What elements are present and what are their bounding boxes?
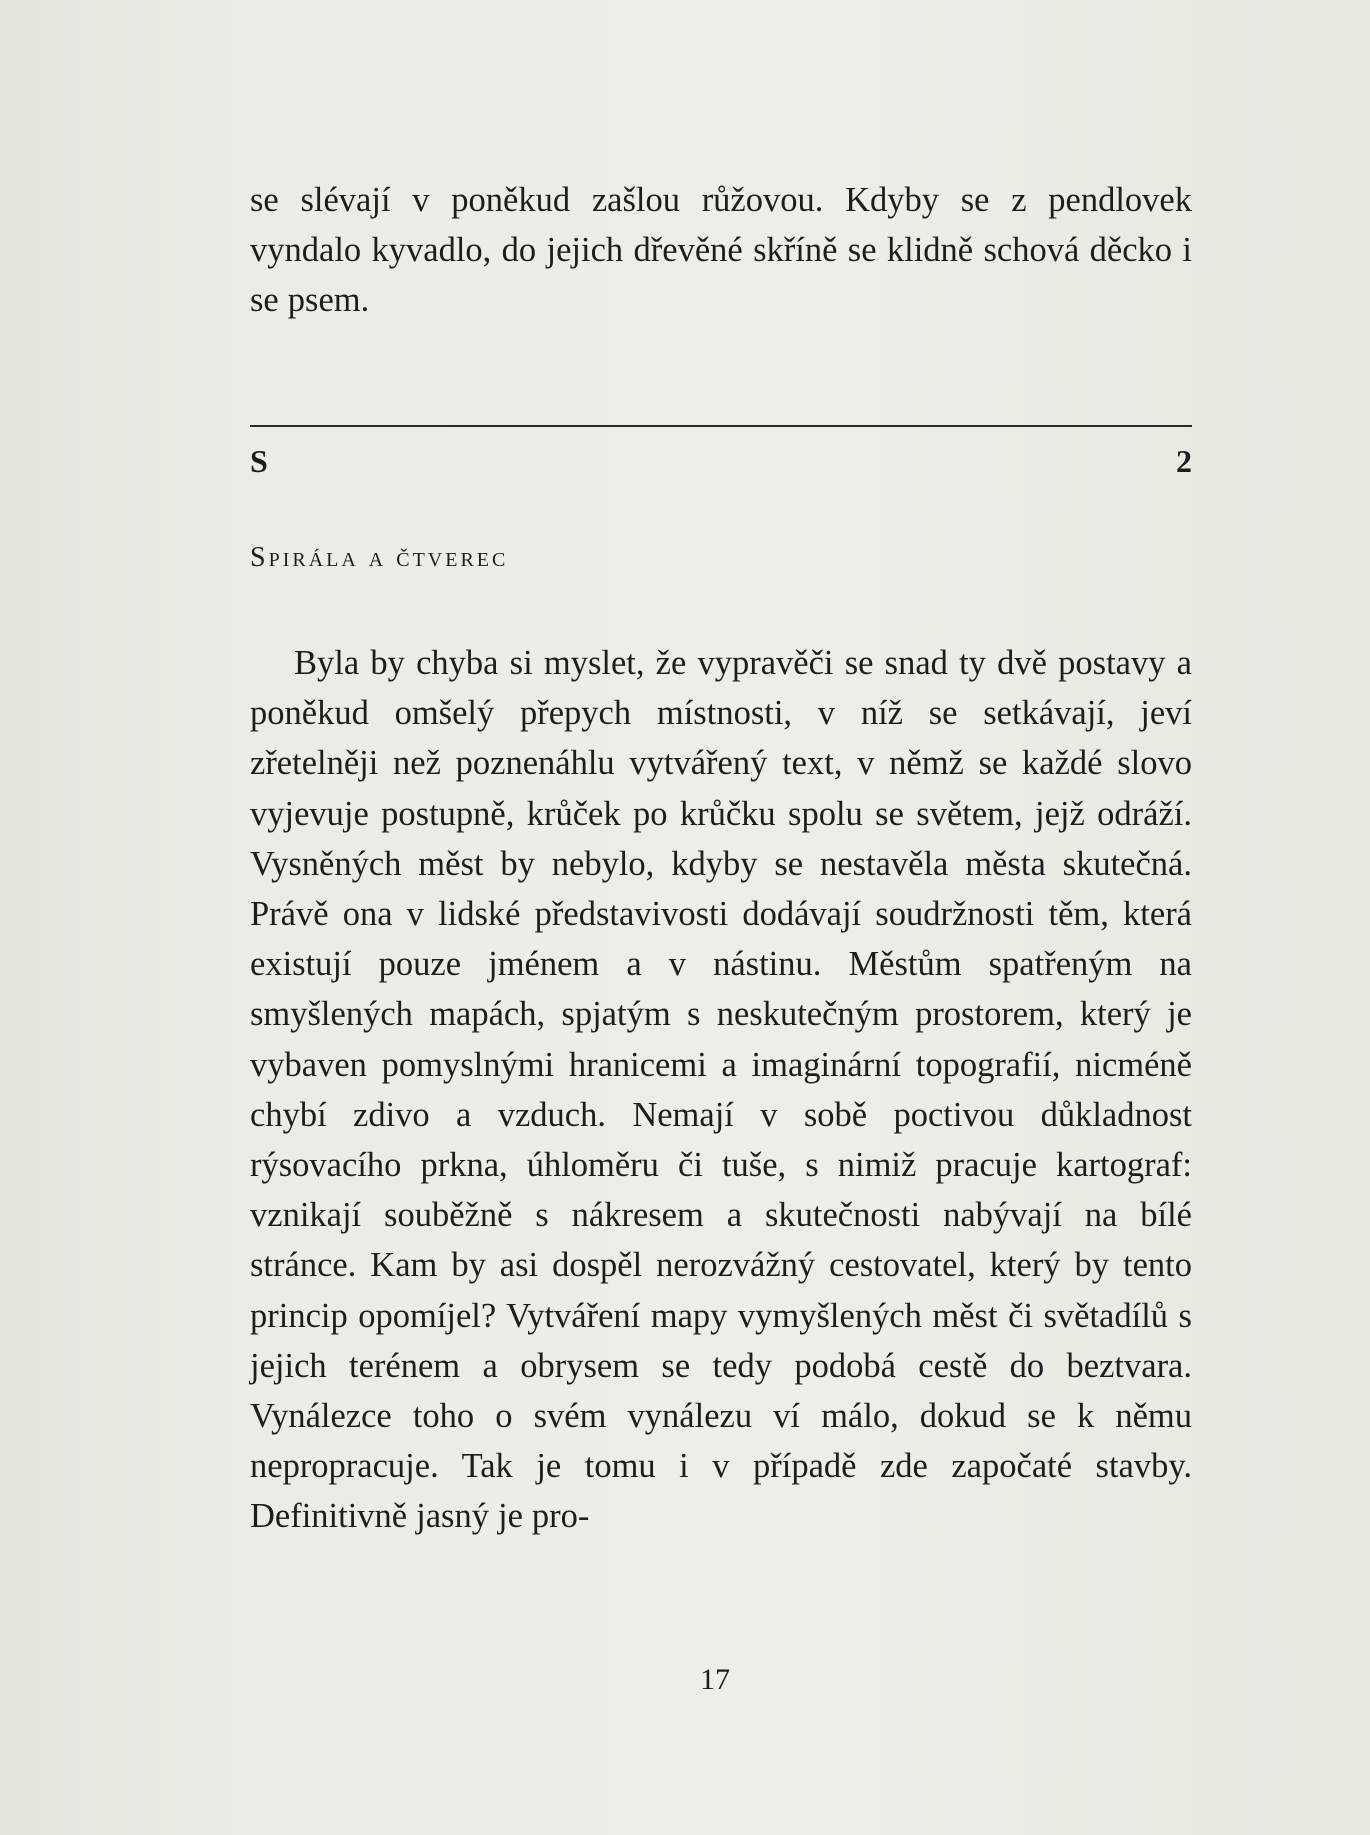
section-divider xyxy=(250,425,1192,427)
continued-paragraph: se slévají v poněkud zašlou růžovou. Kdyby se z pendlovek vyndalo kyvadlo, do jejich dřevěné skříně se klidně schová děcko i se psem. xyxy=(250,181,1192,320)
section-body xyxy=(250,638,1192,1542)
section-title: Spirála a čtverec xyxy=(250,542,509,573)
body-paragraph: Byla by chyba si myslet, že vypravěči se snad ty dvě postavy a poněkud omšelý přepych místnosti, v níž se setkávají, jeví zřetelněji než poznenáhlu vytvářený text, v němž se každé slovo vyjevuje postupně, krůček po krůčku spolu se světem, jejž odráží. Vysněných měst by nebylo, kdyby se nestavěla města skutečná. Právě ona v lidské představivosti dodávají soudržnosti těm, která existují pouze jménem a v nástinu. Městům spatřeným na smyšlených mapách, spjatým s neskutečným prostorem, který je vybaven pomyslnými hranicemi a imaginární topografií, nicméně chybí zdivo a vzduch. Nemají v sobě poctivou důkladnost rýsovacího prkna, úhloměru či tuše, s nimiž pracuje kartograf: vznikají souběžně s nákresem a skutečnosti nabývají na bílé stránce. Kam by asi dospěl nerozvážný cestovatel, který by tento princip opomíjel? Vytváření mapy vymyšlených měst či světadílů s jejich terénem a obrysem se tedy podobá cestě do beztvara. Vynálezce toho o svém vynálezu ví málo, dokud se k němu nepropracuje. Tak je tomu i v případě zde započaté stavby. Definitivně jasný je pro- xyxy=(250,644,1192,1536)
section-header xyxy=(250,437,1192,485)
page-number: 17 xyxy=(700,1663,730,1696)
section-number: 2 xyxy=(1176,443,1192,479)
section-letter: S xyxy=(250,443,268,479)
previous-section-text xyxy=(250,175,1192,326)
